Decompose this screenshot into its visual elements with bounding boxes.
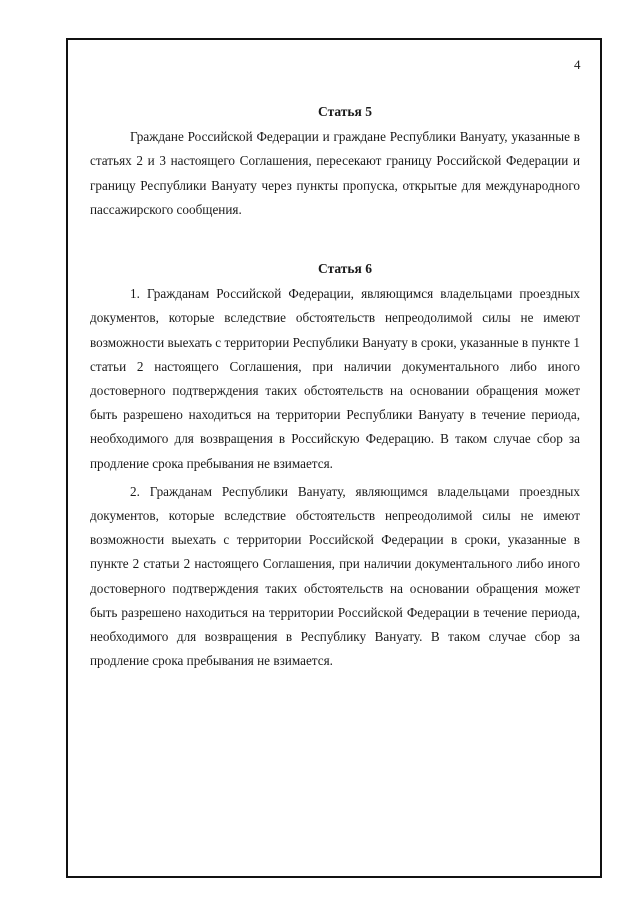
page-number: 4: [574, 57, 581, 72]
article-6-paragraph-2: 2. Гражданам Республики Вануату, являющимся владельцами проездных документов, которые вследствие обстоятельств непреодолимой силы не имеют возможности выехать с территории Российской Федерации в сроки, указанные в пункте 2 статьи 2 настоящего Соглашения, при наличии документального либо иного достоверного подтверждения таких обстоятельств на основании обращения может быть разрешено находиться на территории Российской Федерации в течение периода, необходимого для возвращения в Республику Вануату. В таком случае сбор за продление срока пребывания не взимается.: [90, 483, 580, 669]
article-5-title: Статья 5: [318, 104, 372, 119]
article-6-title: Статья 6: [318, 261, 372, 277]
article-6-paragraph-1: 1. Гражданам Российской Федерации, являющимся владельцами проездных документов, которые вследствие обстоятельств непреодолимой силы не имеют возможности выехать с территории Республики Вануату в сроки, указанные в пункте 1 статьи 2 настоящего Соглашения, при наличии документального либо иного достоверного подтверждения таких обстоятельств на основании обращения может быть разрешено находиться на территории Республики Вануату в течение периода, необходимого для возвращения в Российскую Федерацию. В таком случае сбор за продление срока пребывания не взимается.: [90, 286, 580, 471]
document-body: [90, 100, 580, 673]
article-5-paragraph: Граждане Российской Федерации и граждане Республики Вануату, указанные в статьях 2 и 3 настоящего Соглашения, пересекают границу Российской Федерации и границу Республики Вануату через пункты пропуска, открытые для международного пассажирского сообщения.: [90, 129, 580, 217]
